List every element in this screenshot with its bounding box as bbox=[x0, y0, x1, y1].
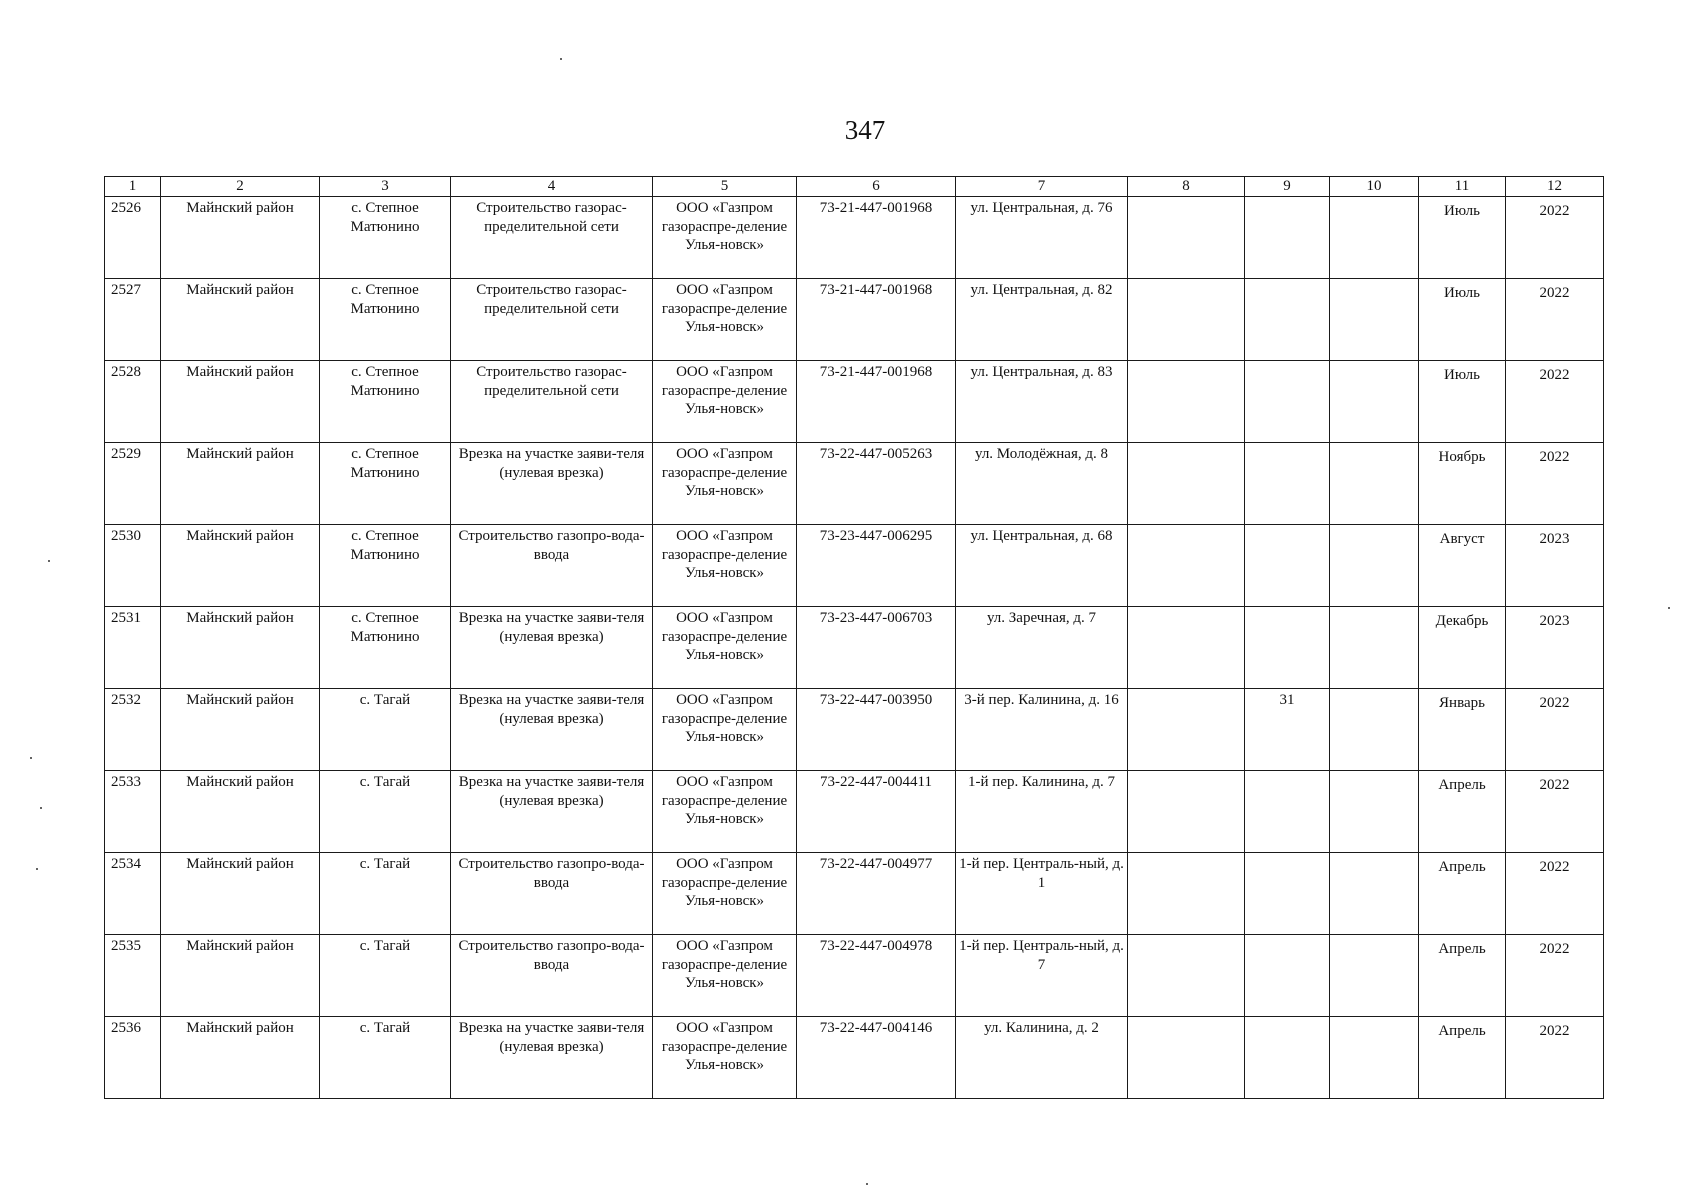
column-10-cell bbox=[1330, 935, 1419, 1017]
district-cell: Майнский район bbox=[161, 1017, 320, 1099]
organization-cell: ООО «Газпром газораспре-деление Улья-новск» bbox=[653, 443, 797, 525]
year-cell: 2022 bbox=[1506, 853, 1604, 935]
column-8-cell bbox=[1128, 1017, 1245, 1099]
application-code-cell: 73-21-447-001968 bbox=[797, 197, 956, 279]
settlement-cell: с. Тагай bbox=[320, 853, 451, 935]
column-8-cell bbox=[1128, 443, 1245, 525]
organization-cell: ООО «Газпром газораспре-деление Улья-новск» bbox=[653, 525, 797, 607]
column-10-cell bbox=[1330, 197, 1419, 279]
record-number: 2534 bbox=[105, 853, 161, 935]
organization-cell: ООО «Газпром газораспре-деление Улья-новск» bbox=[653, 607, 797, 689]
work-type-cell: Врезка на участке заяви-теля (нулевая врезка) bbox=[451, 689, 653, 771]
scan-speck bbox=[40, 807, 42, 809]
table-row bbox=[105, 1017, 1604, 1099]
address-cell: ул. Заречная, д. 7 bbox=[956, 607, 1128, 689]
month-cell: Декабрь bbox=[1419, 607, 1506, 689]
organization-cell: ООО «Газпром газораспре-деление Улья-новск» bbox=[653, 689, 797, 771]
column-10-cell bbox=[1330, 361, 1419, 443]
work-type-cell: Врезка на участке заяви-теля (нулевая врезка) bbox=[451, 607, 653, 689]
address-cell: ул. Калинина, д. 2 bbox=[956, 1017, 1128, 1099]
column-9-cell bbox=[1245, 443, 1330, 525]
application-code-cell: 73-22-447-004977 bbox=[797, 853, 956, 935]
table-row bbox=[105, 525, 1604, 607]
application-code-cell: 73-22-447-004411 bbox=[797, 771, 956, 853]
organization-cell: ООО «Газпром газораспре-деление Улья-новск» bbox=[653, 361, 797, 443]
month-cell: Апрель bbox=[1419, 1017, 1506, 1099]
table-row bbox=[105, 197, 1604, 279]
month-cell: Август bbox=[1419, 525, 1506, 607]
work-type-cell: Строительство газопро-вода-ввода bbox=[451, 935, 653, 1017]
scan-speck bbox=[560, 58, 562, 60]
settlement-cell: с. Тагай bbox=[320, 1017, 451, 1099]
address-cell: ул. Центральная, д. 83 bbox=[956, 361, 1128, 443]
year-cell: 2022 bbox=[1506, 689, 1604, 771]
table-row bbox=[105, 689, 1604, 771]
column-10-cell bbox=[1330, 525, 1419, 607]
application-code-cell: 73-22-447-004978 bbox=[797, 935, 956, 1017]
district-cell: Майнский район bbox=[161, 197, 320, 279]
column-header: 5 bbox=[653, 177, 797, 197]
settlement-cell: с. Степное Матюнино bbox=[320, 607, 451, 689]
column-header: 2 bbox=[161, 177, 320, 197]
district-cell: Майнский район bbox=[161, 279, 320, 361]
page-number: 347 bbox=[844, 115, 886, 145]
column-header: 6 bbox=[797, 177, 956, 197]
column-header: 1 bbox=[105, 177, 161, 197]
month-cell: Ноябрь bbox=[1419, 443, 1506, 525]
month-cell: Апрель bbox=[1419, 771, 1506, 853]
column-9-cell bbox=[1245, 525, 1330, 607]
table-row bbox=[105, 443, 1604, 525]
address-cell: ул. Центральная, д. 68 bbox=[956, 525, 1128, 607]
settlement-cell: с. Степное Матюнино bbox=[320, 361, 451, 443]
organization-cell: ООО «Газпром газораспре-деление Улья-новск» bbox=[653, 279, 797, 361]
scan-speck bbox=[1668, 607, 1670, 609]
record-number: 2532 bbox=[105, 689, 161, 771]
column-8-cell bbox=[1128, 689, 1245, 771]
column-10-cell bbox=[1330, 853, 1419, 935]
address-cell: 1-й пер. Централь-ный, д. 7 bbox=[956, 935, 1128, 1017]
application-code-cell: 73-21-447-001968 bbox=[797, 279, 956, 361]
settlement-cell: с. Тагай bbox=[320, 771, 451, 853]
organization-cell: ООО «Газпром газораспре-деление Улья-новск» bbox=[653, 771, 797, 853]
column-8-cell bbox=[1128, 361, 1245, 443]
column-10-cell bbox=[1330, 443, 1419, 525]
column-10-cell bbox=[1330, 771, 1419, 853]
column-10-cell bbox=[1330, 1017, 1419, 1099]
application-code-cell: 73-23-447-006295 bbox=[797, 525, 956, 607]
record-number: 2533 bbox=[105, 771, 161, 853]
column-header: 3 bbox=[320, 177, 451, 197]
column-9-cell: 31 bbox=[1245, 689, 1330, 771]
record-number: 2527 bbox=[105, 279, 161, 361]
organization-cell: ООО «Газпром газораспре-деление Улья-новск» bbox=[653, 197, 797, 279]
record-number: 2530 bbox=[105, 525, 161, 607]
table-row bbox=[105, 607, 1604, 689]
record-number: 2526 bbox=[105, 197, 161, 279]
column-10-cell bbox=[1330, 607, 1419, 689]
year-cell: 2022 bbox=[1506, 935, 1604, 1017]
table-body bbox=[105, 197, 1604, 1099]
column-8-cell bbox=[1128, 197, 1245, 279]
column-header: 12 bbox=[1506, 177, 1604, 197]
district-cell: Майнский район bbox=[161, 853, 320, 935]
work-type-cell: Врезка на участке заяви-теля (нулевая врезка) bbox=[451, 771, 653, 853]
settlement-cell: с. Степное Матюнино bbox=[320, 443, 451, 525]
column-9-cell bbox=[1245, 853, 1330, 935]
month-cell: Июль bbox=[1419, 361, 1506, 443]
application-code-cell: 73-21-447-001968 bbox=[797, 361, 956, 443]
year-cell: 2022 bbox=[1506, 197, 1604, 279]
column-9-cell bbox=[1245, 771, 1330, 853]
work-type-cell: Врезка на участке заяви-теля (нулевая врезка) bbox=[451, 1017, 653, 1099]
year-cell: 2022 bbox=[1506, 443, 1604, 525]
column-header: 10 bbox=[1330, 177, 1419, 197]
record-number: 2535 bbox=[105, 935, 161, 1017]
scan-speck bbox=[866, 1183, 868, 1185]
table-row bbox=[105, 935, 1604, 1017]
header-row bbox=[105, 177, 1604, 197]
column-8-cell bbox=[1128, 935, 1245, 1017]
year-cell: 2023 bbox=[1506, 607, 1604, 689]
district-cell: Майнский район bbox=[161, 525, 320, 607]
month-cell: Январь bbox=[1419, 689, 1506, 771]
application-code-cell: 73-22-447-003950 bbox=[797, 689, 956, 771]
year-cell: 2022 bbox=[1506, 1017, 1604, 1099]
work-type-cell: Строительство газорас-пределительной сети bbox=[451, 279, 653, 361]
column-8-cell bbox=[1128, 279, 1245, 361]
column-10-cell bbox=[1330, 279, 1419, 361]
address-cell: 3-й пер. Калинина, д. 16 bbox=[956, 689, 1128, 771]
year-cell: 2022 bbox=[1506, 771, 1604, 853]
application-code-cell: 73-23-447-006703 bbox=[797, 607, 956, 689]
year-cell: 2022 bbox=[1506, 279, 1604, 361]
column-9-cell bbox=[1245, 607, 1330, 689]
work-type-cell: Врезка на участке заяви-теля (нулевая врезка) bbox=[451, 443, 653, 525]
organization-cell: ООО «Газпром газораспре-деление Улья-новск» bbox=[653, 935, 797, 1017]
settlement-cell: с. Степное Матюнино bbox=[320, 197, 451, 279]
month-cell: Апрель bbox=[1419, 853, 1506, 935]
column-8-cell bbox=[1128, 607, 1245, 689]
address-cell: 1-й пер. Централь-ный, д. 1 bbox=[956, 853, 1128, 935]
column-8-cell bbox=[1128, 771, 1245, 853]
table-row bbox=[105, 853, 1604, 935]
settlement-cell: с. Степное Матюнино bbox=[320, 279, 451, 361]
column-header: 7 bbox=[956, 177, 1128, 197]
record-number: 2529 bbox=[105, 443, 161, 525]
column-9-cell bbox=[1245, 935, 1330, 1017]
settlement-cell: с. Тагай bbox=[320, 689, 451, 771]
settlement-cell: с. Степное Матюнино bbox=[320, 525, 451, 607]
work-type-cell: Строительство газорас-пределительной сети bbox=[451, 361, 653, 443]
column-9-cell bbox=[1245, 1017, 1330, 1099]
column-header: 8 bbox=[1128, 177, 1245, 197]
year-cell: 2022 bbox=[1506, 361, 1604, 443]
column-9-cell bbox=[1245, 279, 1330, 361]
district-cell: Майнский район bbox=[161, 607, 320, 689]
scan-speck bbox=[36, 868, 38, 870]
organization-cell: ООО «Газпром газораспре-деление Улья-новск» bbox=[653, 853, 797, 935]
work-type-cell: Строительство газорас-пределительной сети bbox=[451, 197, 653, 279]
record-number: 2531 bbox=[105, 607, 161, 689]
table-row bbox=[105, 771, 1604, 853]
district-cell: Майнский район bbox=[161, 935, 320, 1017]
address-cell: ул. Центральная, д. 76 bbox=[956, 197, 1128, 279]
district-cell: Майнский район bbox=[161, 771, 320, 853]
register-table bbox=[104, 176, 1604, 1099]
scan-speck bbox=[30, 757, 32, 759]
work-type-cell: Строительство газопро-вода-ввода bbox=[451, 853, 653, 935]
month-cell: Апрель bbox=[1419, 935, 1506, 1017]
district-cell: Майнский район bbox=[161, 361, 320, 443]
column-header: 11 bbox=[1419, 177, 1506, 197]
organization-cell: ООО «Газпром газораспре-деление Улья-новск» bbox=[653, 1017, 797, 1099]
year-cell: 2023 bbox=[1506, 525, 1604, 607]
address-cell: ул. Молодёжная, д. 8 bbox=[956, 443, 1128, 525]
column-9-cell bbox=[1245, 197, 1330, 279]
month-cell: Июль bbox=[1419, 279, 1506, 361]
column-header: 9 bbox=[1245, 177, 1330, 197]
record-number: 2528 bbox=[105, 361, 161, 443]
column-8-cell bbox=[1128, 853, 1245, 935]
application-code-cell: 73-22-447-004146 bbox=[797, 1017, 956, 1099]
record-number: 2536 bbox=[105, 1017, 161, 1099]
address-cell: 1-й пер. Калинина, д. 7 bbox=[956, 771, 1128, 853]
district-cell: Майнский район bbox=[161, 689, 320, 771]
table-row bbox=[105, 279, 1604, 361]
address-cell: ул. Центральная, д. 82 bbox=[956, 279, 1128, 361]
month-cell: Июль bbox=[1419, 197, 1506, 279]
application-code-cell: 73-22-447-005263 bbox=[797, 443, 956, 525]
work-type-cell: Строительство газопро-вода-ввода bbox=[451, 525, 653, 607]
column-8-cell bbox=[1128, 525, 1245, 607]
table-row bbox=[105, 361, 1604, 443]
column-9-cell bbox=[1245, 361, 1330, 443]
district-cell: Майнский район bbox=[161, 443, 320, 525]
column-10-cell bbox=[1330, 689, 1419, 771]
column-number-header bbox=[105, 177, 1604, 197]
settlement-cell: с. Тагай bbox=[320, 935, 451, 1017]
scan-speck bbox=[48, 560, 50, 562]
column-header: 4 bbox=[451, 177, 653, 197]
